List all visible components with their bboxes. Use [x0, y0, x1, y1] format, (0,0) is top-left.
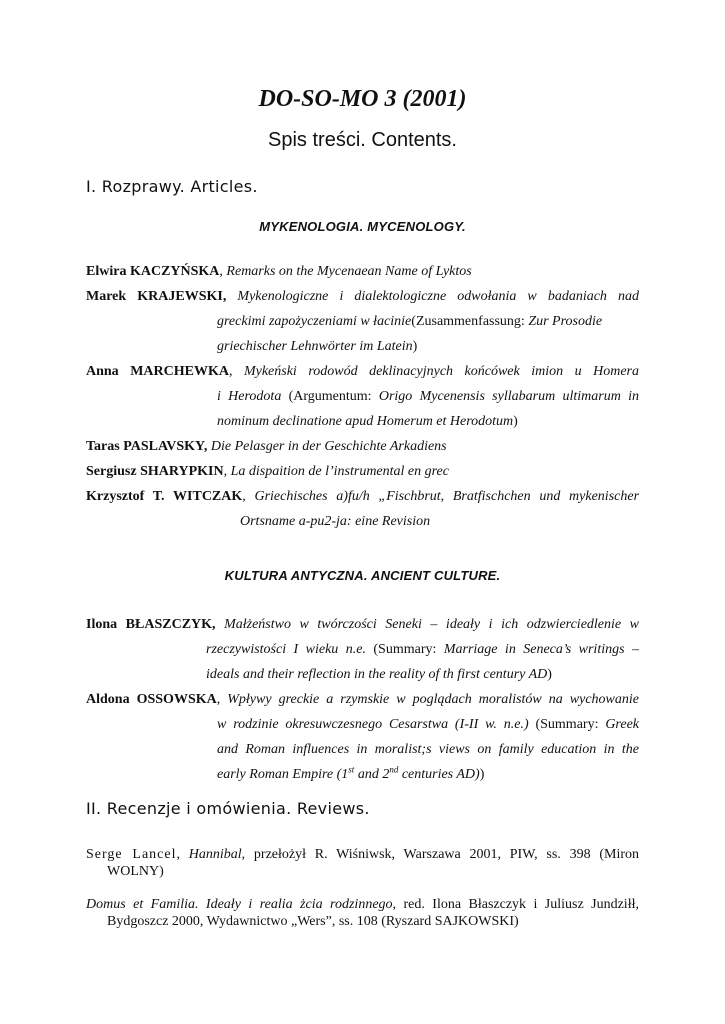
article-entry-witczak: Krzysztof T. WITCZAK, Griechisches a)fu/h „Fischbrut, Bratfischchen und mykenischer Ortsname a-pu2-ja: eine Revision — [86, 489, 640, 529]
review-entry-lancel: Serge Lancel, Hannibal, przełożył R. Wiśniwsk, Warszawa 2001, PIW, ss. 398 (Miron WOLNY) — [86, 847, 639, 879]
subsection-heading-culture: KULTURA ANTYCZNA. ANCIENT CULTURE. — [224, 568, 501, 583]
author-name: Marek KRAJEWSKI, — [86, 289, 227, 304]
section-heading-articles: I. Rozprawy. Articles. — [86, 177, 258, 196]
review-title: Hannibal — [188, 847, 242, 862]
article-entry-blaszczyk: Ilona BŁASZCZYK, Małżeństwo w twórczości Seneki – ideały i ich odzwierciedlenie w rzeczywistości I wieku n.e. (Summary: Marriage in Seneca’s writings – ideals and their reflection in the reality of th first century AD) — [86, 617, 639, 682]
section-heading-reviews: II. Recenzje i omówienia. Reviews. — [86, 799, 370, 818]
article-title: Mykenologiczne i dialektologiczne odwołania w badaniach nad — [237, 289, 640, 304]
article-title: Griechisches a)fu/h „Fischbrut, Bratfischchen und mykenischer — [254, 489, 640, 504]
article-entry-marchewka: Anna MARCHEWKA, Mykeński rodowód deklinacyjnych końcówek imion u Homera i Herodota (Argumentum: Origo Mycenensis syllabarum ultimarum in nominum declinatione apud Homerum et Herodotum) — [86, 364, 639, 429]
review-entry-domus: Domus et Familia. Ideały i realia żcia rodzinnego, red. Ilona Błaszczyk i Juliusz Jundziłł, Bydgoszcz 2000, Wydawnictwo „Wers”, ss. 108 (Ryszard SAJKOWSKI) — [86, 897, 639, 929]
article-entry-paslavsky — [86, 434, 639, 459]
review-author: Serge Lancel — [86, 847, 177, 862]
review-title: Domus et Familia. Ideały i realia żcia rodzinnego — [86, 897, 393, 912]
article-title: Mykeński rodowód deklinacyjnych końcówek imion u Homera — [243, 364, 639, 379]
article-title: Małżeństwo w twórczości Seneki – ideały i ich odzwierciedlenie w — [224, 617, 639, 632]
article-entry-ossowska: Aldona OSSOWSKA, Wpływy greckie a rzymskie w poglądach moralistów na wychowanie w rodzinie okresuwczesnego Cesarstwa (I-II w. n.e.) (Summary: Greek and Roman influences in moralist;s views on family education in the early Roman Empire (1st and 2nd centuries AD)) — [86, 692, 640, 782]
article-entry-krajewski: Marek KRAJEWSKI, Mykenologiczne i dialektologiczne odwołania w badaniach nad greckimi zapożyczeniami w łacinie(Zusammenfassung: Zur Prosodie griechischer Lehnwörter im Latein) — [86, 289, 640, 354]
author-name: Anna MARCHEWKA — [86, 364, 229, 379]
author-name: Ilona BŁASZCZYK, — [86, 617, 216, 632]
article-title: La dispaition de l’instrumental en grec — [230, 464, 449, 479]
article-title: Remarks on the Mycenaean Name of Lyktos — [226, 264, 472, 279]
author-name: Taras PASLAVSKY, — [86, 439, 208, 454]
page-title: DO-SO-MO 3 (2001) — [258, 86, 467, 112]
author-name: Aldona OSSOWSKA — [86, 692, 217, 707]
article-entry-sharypkin: Sergiusz SHARYPKIN, La dispaition de l’instrumental en grec — [86, 464, 449, 479]
article-title: Wpływy greckie a rzymskie w poglądach moralistów na wychowanie — [227, 692, 640, 707]
author-name: Sergiusz SHARYPKIN — [86, 464, 224, 479]
article-entry-kaczynska: Elwira KACZYŃSKA, Remarks on the Mycenaean Name of Lyktos — [86, 264, 472, 279]
article-title: Die Pelasger in der Geschichte Arkadiens — [210, 439, 447, 454]
page-subtitle: Spis treści. Contents. — [268, 129, 457, 151]
author-name: Krzysztof T. WITCZAK — [86, 489, 243, 504]
subsection-heading-mycenology: MYKENOLOGIA. MYCENOLOGY. — [259, 219, 466, 234]
author-name: Elwira KACZYŃSKA — [86, 264, 220, 279]
